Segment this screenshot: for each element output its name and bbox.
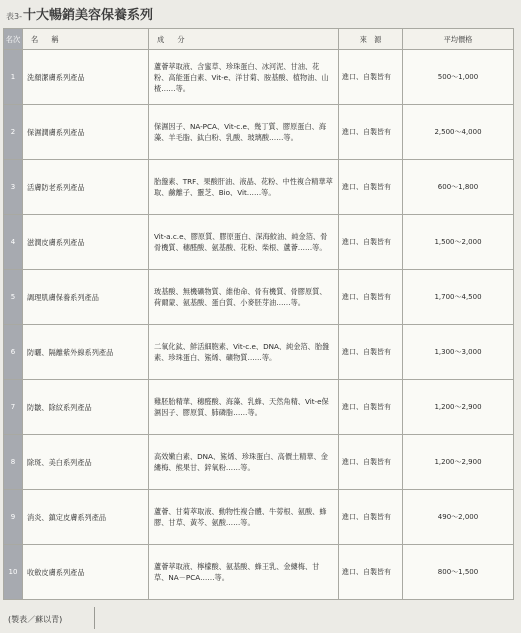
row-content: 蘆薈萃取液、含蜜草、珍珠蛋白、冰河泥、甘油、花粉、高能蛋白素、Vit-e、洋甘菊、胺基酸、植物油、山楂……等。 <box>149 50 339 105</box>
table-header-row <box>4 29 514 50</box>
row-rank: 9 <box>4 490 23 545</box>
row-price: 1,500～2,000 <box>403 215 514 270</box>
row-content: 高效嫩白素、DNA、鯊烯、珍珠蛋白、高價土精華、金縷梅、熊果甘、鋅氧粉……等。 <box>149 435 339 490</box>
row-content: 蘆薈萃取液、檸檬酸、氨基酸、蜂王乳、金縷梅、甘草、NA－PCA……等。 <box>149 545 339 600</box>
row-price: 1,200～2,900 <box>403 380 514 435</box>
row-content: 保濕因子、NA-PCA、Vit-c.e、幾丁質、膠原蛋白、海藻、羊毛脂、鈦白粉、乳酸、玻璃酸……等。 <box>149 105 339 160</box>
row-content: Vit-a.c.e、膠原質、膠原蛋白、深海鮫油、純金箔、骨骨機質、穗醛酸、氨基酸、花粉、柴根、蘆薈……等。 <box>149 215 339 270</box>
table-row <box>4 215 514 270</box>
row-price: 600～1,800 <box>403 160 514 215</box>
table-row <box>4 435 514 490</box>
row-name: 活膚防老系列產品 <box>23 160 149 215</box>
row-name: 洗顏潔膚系列產品 <box>23 50 149 105</box>
row-rank: 4 <box>4 215 23 270</box>
row-content: 玻基酸、無機礦物質、維他命、骨有機質、骨膠原質、荷爾蒙、氨基酸、蛋白質、小麥胚芽油……等。 <box>149 270 339 325</box>
row-content: 二氧化鈦、鮮活細胞素、Vit-c.e、DNA、純金箔、胎盤素、珍珠蛋白、鯊烯、礦物質……等。 <box>149 325 339 380</box>
table-row <box>4 490 514 545</box>
row-rank: 6 <box>4 325 23 380</box>
table-row <box>4 160 514 215</box>
row-source: 進口、自製皆有 <box>339 160 403 215</box>
header-source: 來 源 <box>339 29 403 50</box>
row-source: 進口、自製皆有 <box>339 215 403 270</box>
table-row <box>4 105 514 160</box>
row-rank: 10 <box>4 545 23 600</box>
row-rank: 8 <box>4 435 23 490</box>
row-price: 800～1,500 <box>403 545 514 600</box>
footnote-divider <box>94 607 95 629</box>
header-name <box>23 29 149 50</box>
row-source: 進口、自製皆有 <box>339 490 403 545</box>
row-price: 500～1,000 <box>403 50 514 105</box>
row-source: 進口、自製皆有 <box>339 435 403 490</box>
row-name: 滋潤皮膚系列產品 <box>23 215 149 270</box>
row-source: 進口、自製皆有 <box>339 105 403 160</box>
row-price: 2,500～4,000 <box>403 105 514 160</box>
table-row <box>4 545 514 600</box>
row-name: 收斂皮膚系列產品 <box>23 545 149 600</box>
table-footnote: (製表／蘇以青) <box>8 615 63 624</box>
row-source: 進口、自製皆有 <box>339 50 403 105</box>
table-row <box>4 270 514 325</box>
row-content: 雞胚胎精華、穗醛酸、海藻、乳蜂、天然角精、Vit-e保濕因子、膠原質、肺磷脂……等。 <box>149 380 339 435</box>
row-name: 保濕潤膚系列產品 <box>23 105 149 160</box>
header-price: 平均價格 <box>403 29 514 50</box>
row-content: 蘆薈、甘菊萃取液、動物性複合體、牛蒡根、氨酸、蜂膠、甘草、黃芩、氨酸……等。 <box>149 490 339 545</box>
row-source: 進口、自製皆有 <box>339 380 403 435</box>
row-name: 防曬、隔離紫外線系列產品 <box>23 325 149 380</box>
row-source: 進口、自製皆有 <box>339 545 403 600</box>
table-title <box>6 4 153 23</box>
row-rank: 7 <box>4 380 23 435</box>
table-row <box>4 380 514 435</box>
table-row <box>4 50 514 105</box>
header-rank: 名次 <box>4 29 23 50</box>
row-name: 除斑、美白系列產品 <box>23 435 149 490</box>
table-row <box>4 325 514 380</box>
row-content: 胎盤素、TRF、果酸肝油、液晶、花粉、中性複合精華萃取、鹼離子、靈芝、Bio、Vit……等。 <box>149 160 339 215</box>
header-content-label: 成 分 <box>157 34 188 44</box>
row-price: 1,700～4,500 <box>403 270 514 325</box>
row-rank: 5 <box>4 270 23 325</box>
header-content <box>149 29 339 50</box>
row-price: 1,300～3,000 <box>403 325 514 380</box>
row-rank: 1 <box>4 50 23 105</box>
row-name: 消炎、鎮定皮膚系列產品 <box>23 490 149 545</box>
row-name: 調理肌膚保養系列產品 <box>23 270 149 325</box>
row-rank: 3 <box>4 160 23 215</box>
table-number: 表3- <box>6 12 22 21</box>
row-source: 進口、自製皆有 <box>339 270 403 325</box>
row-rank: 2 <box>4 105 23 160</box>
row-source: 進口、自製皆有 <box>339 325 403 380</box>
row-price: 490～2,000 <box>403 490 514 545</box>
row-name: 防皺、除紋系列產品 <box>23 380 149 435</box>
products-table <box>3 28 514 600</box>
table-title-text: 十大暢銷美容保養系列 <box>22 8 153 23</box>
row-price: 1,200～2,900 <box>403 435 514 490</box>
header-name-label: 名 稱 <box>31 34 62 44</box>
